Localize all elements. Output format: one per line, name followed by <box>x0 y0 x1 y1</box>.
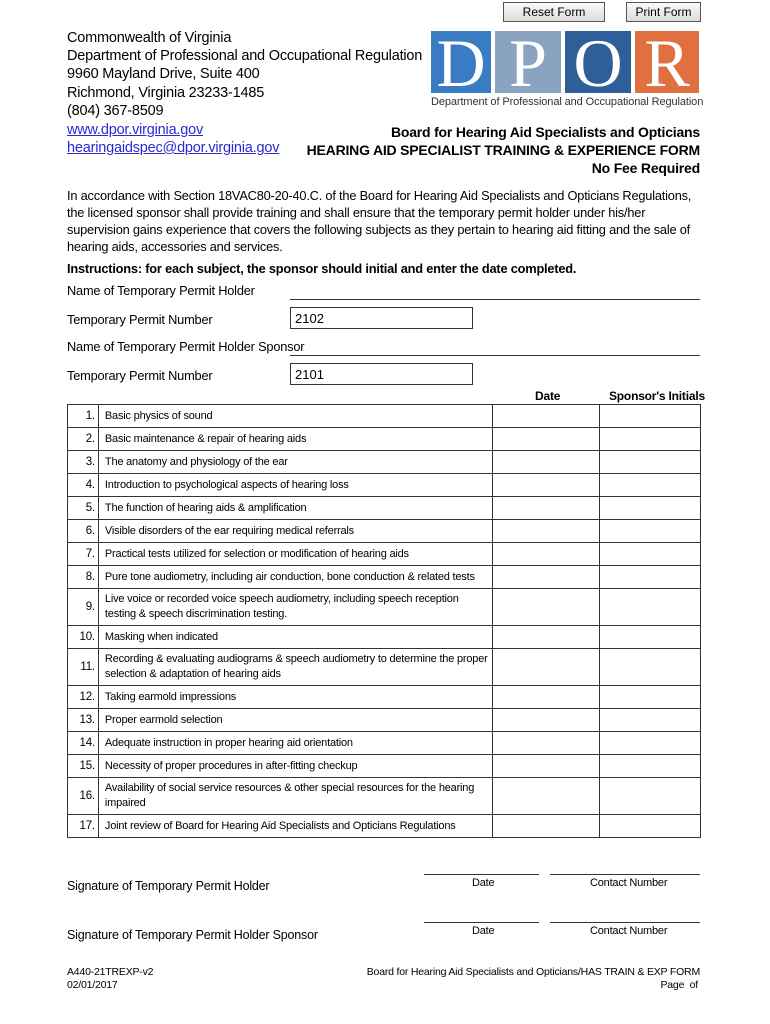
row-subject: Pure tone audiometry, including air conduction, bone conduction & related tests <box>98 566 492 589</box>
row-subject: Basic physics of sound <box>98 405 492 428</box>
row-number: 5. <box>68 497 99 520</box>
subjects-table <box>67 404 701 838</box>
row-subject: Masking when indicated <box>98 626 492 649</box>
instructions: Instructions: for each subject, the sponsor should initial and enter the date completed. <box>67 261 577 276</box>
address-line-3: 9960 Mayland Drive, Suite 400 <box>67 66 260 82</box>
date-cell[interactable] <box>493 709 599 732</box>
table-row <box>68 405 701 428</box>
date-cell[interactable] <box>493 520 599 543</box>
initials-cell[interactable] <box>599 686 700 709</box>
logo-caption: Department of Professional and Occupational Regulation <box>431 96 704 108</box>
table-row <box>68 815 701 838</box>
row-number: 10. <box>68 626 99 649</box>
table-row <box>68 686 701 709</box>
sponsor-permit-label: Temporary Permit Number <box>67 368 213 383</box>
logo-letter-d: D <box>431 31 491 93</box>
initials-cell[interactable] <box>599 649 700 686</box>
date-cell[interactable] <box>493 566 599 589</box>
logo-letter-p: P <box>495 31 561 93</box>
initials-cell[interactable] <box>599 428 700 451</box>
initials-cell[interactable] <box>599 589 700 626</box>
initials-cell[interactable] <box>599 497 700 520</box>
page-number: Page of <box>660 979 698 991</box>
date-cell[interactable] <box>493 543 599 566</box>
row-subject: The anatomy and physiology of the ear <box>98 451 492 474</box>
table-row <box>68 589 701 626</box>
address-line-4: Richmond, Virginia 23233-1485 <box>67 85 265 101</box>
sponsor-signature-label: Signature of Temporary Permit Holder Sponsor <box>67 928 318 942</box>
initials-cell[interactable] <box>599 815 700 838</box>
row-number: 2. <box>68 428 99 451</box>
row-number: 15. <box>68 755 99 778</box>
email-link[interactable]: hearingaidspec@dpor.virginia.gov <box>67 140 280 156</box>
table-row <box>68 474 701 497</box>
table-row <box>68 626 701 649</box>
initials-cell[interactable] <box>599 566 700 589</box>
holder-permit-label: Temporary Permit Number <box>67 312 213 327</box>
table-row <box>68 497 701 520</box>
logo-letter-r: R <box>635 31 699 93</box>
table-row <box>68 520 701 543</box>
sponsor-date-field[interactable] <box>424 922 539 923</box>
row-number: 3. <box>68 451 99 474</box>
table-row <box>68 732 701 755</box>
holder-signature-label: Signature of Temporary Permit Holder <box>67 879 270 893</box>
row-number: 16. <box>68 778 99 815</box>
row-number: 12. <box>68 686 99 709</box>
row-subject: Availability of social service resources & other special resources for the hearing impaired <box>98 778 492 815</box>
row-subject: Taking earmold impressions <box>98 686 492 709</box>
sponsor-name-field[interactable] <box>290 355 700 356</box>
logo-letter-o: O <box>565 31 631 93</box>
address-line-2: Department of Professional and Occupational Regulation <box>67 48 423 64</box>
initials-cell[interactable] <box>599 755 700 778</box>
initials-cell[interactable] <box>599 626 700 649</box>
row-subject: Adequate instruction in proper hearing aid orientation <box>98 732 492 755</box>
table-row <box>68 778 701 815</box>
date-cell[interactable] <box>493 686 599 709</box>
row-number: 11. <box>68 649 99 686</box>
date-cell[interactable] <box>493 589 599 626</box>
sponsor-name-label: Name of Temporary Permit Holder Sponsor <box>67 339 305 354</box>
initials-cell[interactable] <box>599 474 700 497</box>
intro-paragraph: In accordance with Section 18VAC80-20-40.C. of the Board for Hearing Aid Specialists and Opticians Regulations, the licensed sponsor shall provide training and shall ensure that the temporary permit holder under his/her supervision gains experience that covers the following subjects as they pertain to hearing aid fitting and the sale of hearing aids, accessories and services. <box>67 188 692 254</box>
row-number: 13. <box>68 709 99 732</box>
holder-contact-label: Contact Number <box>590 877 668 889</box>
row-subject: Joint review of Board for Hearing Aid Specialists and Opticians Regulations <box>98 815 492 838</box>
form-date: 02/01/2017 <box>67 979 118 991</box>
table-row <box>68 428 701 451</box>
initials-column-header: Sponsor's Initials <box>609 389 705 403</box>
holder-contact-field[interactable] <box>550 874 700 875</box>
row-number: 9. <box>68 589 99 626</box>
print-form-button[interactable]: Print Form <box>626 2 701 22</box>
holder-permit-input[interactable]: 2102 <box>290 307 473 329</box>
footer-form-title: Board for Hearing Aid Specialists and Opticians/HAS TRAIN & EXP FORM <box>366 966 700 978</box>
table-row <box>68 543 701 566</box>
row-subject: The function of hearing aids & amplification <box>98 497 492 520</box>
holder-name-label: Name of Temporary Permit Holder <box>67 283 255 298</box>
fee-note: No Fee Required <box>591 160 700 176</box>
row-subject: Introduction to psychological aspects of hearing loss <box>98 474 492 497</box>
date-cell[interactable] <box>493 428 599 451</box>
sponsor-date-label: Date <box>472 925 495 937</box>
date-cell[interactable] <box>493 497 599 520</box>
table-row <box>68 566 701 589</box>
row-subject: Basic maintenance & repair of hearing aids <box>98 428 492 451</box>
date-cell[interactable] <box>493 626 599 649</box>
date-cell[interactable] <box>493 474 599 497</box>
sponsor-contact-label: Contact Number <box>590 925 668 937</box>
row-number: 8. <box>68 566 99 589</box>
date-cell[interactable] <box>493 815 599 838</box>
row-subject: Necessity of proper procedures in after-fitting checkup <box>98 755 492 778</box>
holder-date-field[interactable] <box>424 874 539 875</box>
row-number: 14. <box>68 732 99 755</box>
sponsor-permit-input[interactable]: 2101 <box>290 363 473 385</box>
sponsor-contact-field[interactable] <box>550 922 700 923</box>
row-number: 17. <box>68 815 99 838</box>
initials-cell[interactable] <box>599 543 700 566</box>
initials-cell[interactable] <box>599 778 700 815</box>
table-row <box>68 709 701 732</box>
row-number: 4. <box>68 474 99 497</box>
date-cell[interactable] <box>493 755 599 778</box>
table-row <box>68 451 701 474</box>
table-row <box>68 649 701 686</box>
date-cell[interactable] <box>493 405 599 428</box>
holder-date-label: Date <box>472 877 495 889</box>
initials-cell[interactable] <box>599 451 700 474</box>
reset-form-button[interactable]: Reset Form <box>503 2 605 22</box>
website-link[interactable]: www.dpor.virginia.gov <box>67 122 204 138</box>
date-cell[interactable] <box>493 649 599 686</box>
initials-cell[interactable] <box>599 520 700 543</box>
row-subject: Visible disorders of the ear requiring medical referrals <box>98 520 492 543</box>
row-number: 7. <box>68 543 99 566</box>
initials-cell[interactable] <box>599 732 700 755</box>
phone-number: (804) 367-8509 <box>67 103 164 119</box>
date-cell[interactable] <box>493 732 599 755</box>
row-number: 1. <box>68 405 99 428</box>
board-title: Board for Hearing Aid Specialists and Opticians <box>390 124 700 140</box>
row-subject: Live voice or recorded voice speech audiometry, including speech reception testing & speech discrimination testing. <box>98 589 492 626</box>
date-cell[interactable] <box>493 451 599 474</box>
form-title: HEARING AID SPECIALIST TRAINING & EXPERIENCE FORM <box>306 142 700 158</box>
initials-cell[interactable] <box>599 405 700 428</box>
form-code: A440-21TREXP-v2 <box>67 966 154 978</box>
table-row <box>68 755 701 778</box>
holder-name-field[interactable] <box>290 299 700 300</box>
initials-cell[interactable] <box>599 709 700 732</box>
row-number: 6. <box>68 520 99 543</box>
date-column-header: Date <box>535 389 561 403</box>
row-subject: Practical tests utilized for selection or modification of hearing aids <box>98 543 492 566</box>
date-cell[interactable] <box>493 778 599 815</box>
row-subject: Proper earmold selection <box>98 709 492 732</box>
row-subject: Recording & evaluating audiograms & speech audiometry to determine the proper selection & adaptation of hearing aids <box>98 649 492 686</box>
address-line-1: Commonwealth of Virginia <box>67 30 232 46</box>
